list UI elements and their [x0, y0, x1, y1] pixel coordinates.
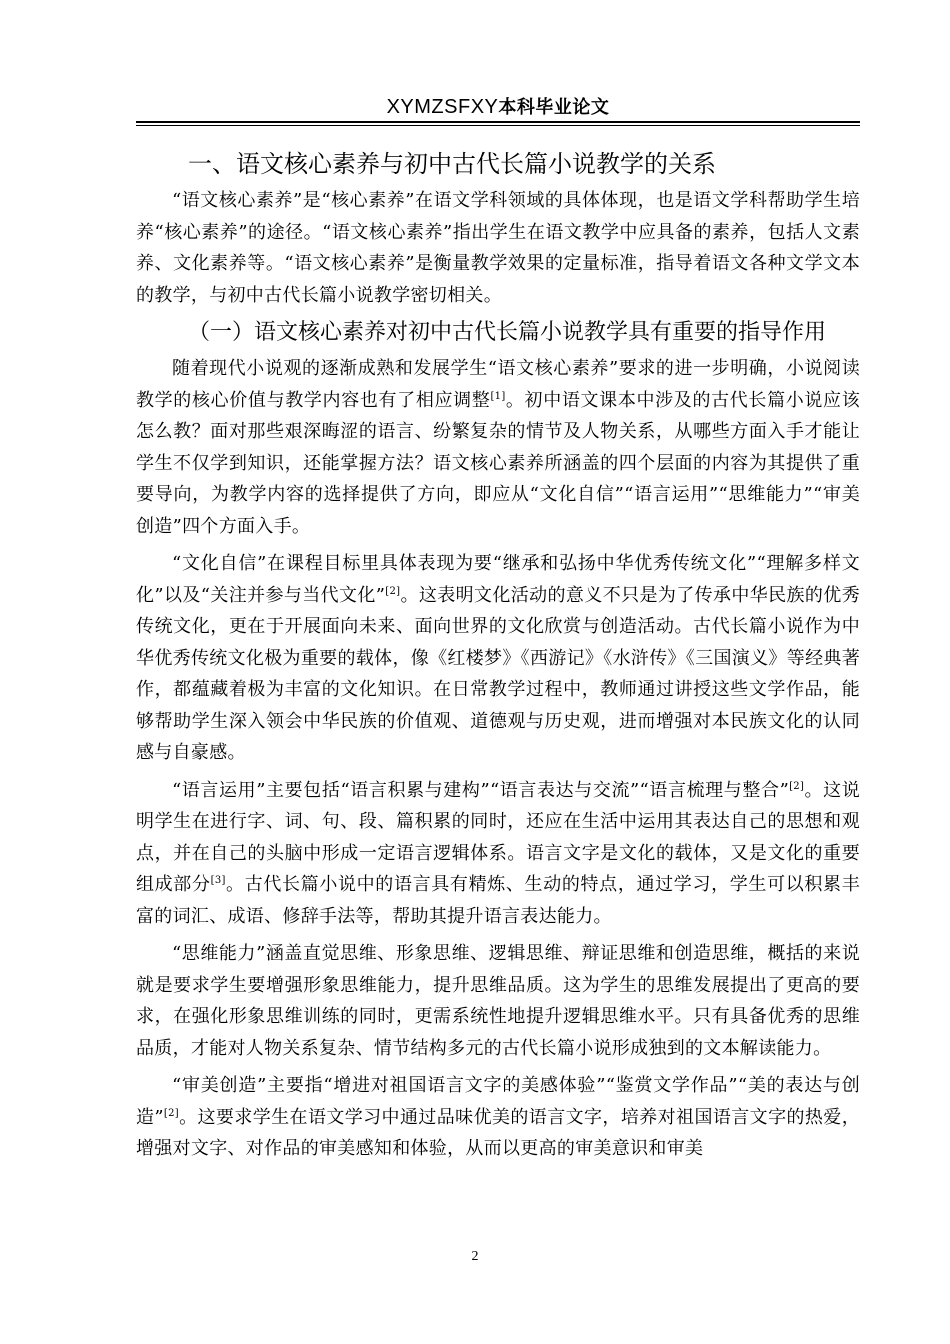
- citation: [1]: [490, 390, 506, 402]
- paragraph-text: “文化自信”在课程目标里具体表现为要“继承和弘扬中华优秀传统文化”“理解多样文化”以及“关注并参与当代文化”: [136, 553, 860, 606]
- page-body: [136, 147, 860, 1171]
- section-heading: 一、语文核心素养与初中古代长篇小说教学的关系: [188, 150, 716, 178]
- paragraph-text: 。初中语文课本中涉及的古代长篇小说应该怎么教？面对那些艰深晦涩的语言、纷繁复杂的情节及人物关系，从哪些方面入手才能让学生不仅学到知识，还能掌握方法？语文核心素养所涵盖的四个层面的内容为其提供了重要导向，为教学内容的选择提供了方向，即应从“文化自信”“语言运用”“思维能力”“审美创造”四个方面入手。: [136, 389, 861, 537]
- header-school-code: XYMZSFXY: [386, 96, 499, 118]
- paragraph-text: 。这要求学生在语文学习中通过品味优美的语言文字，培养对祖国语言文字的热爱，增强对文字、对作品的审美感知和体验，从而以更高的审美意识和审美: [136, 1106, 860, 1159]
- paragraph-text: 。古代长篇小说中的语言具有精炼、生动的特点，通过学习，学生可以积累丰富的词汇、成语、修辞手法等，帮助其提升语言表达能力。: [136, 874, 860, 927]
- paragraph-text: “思维能力”涵盖直觉思维、形象思维、逻辑思维、辩证思维和创造思维，概括的来说就是要求学生要增强形象思维能力，提升思维品质。这为学生的思维发展提出了更高的要求，在强化形象思维训练的同时，更需系统性地提升逻辑思维水平。只有具备优秀的思维品质，才能对人物关系复杂、情节结构多元的古代长篇小说形成独到的文本解读能力。: [136, 943, 860, 1059]
- paragraph-3: [136, 775, 860, 933]
- paragraph-text: 。这表明文化活动的意义不只是为了传承中华民族的优秀传统文化，更在于开展面向未来、面向世界的文化欣赏与创造活动。古代长篇小说作为中华优秀传统文化极为重要的载体，像《红楼梦》《西游记》《水浒传》《三国演义》等经典著作，都蕴藏着极为丰富的文化知识。在日常教学过程中，教师通过讲授这些文学作品，能够帮助学生深入领会中华民族的价值观、道德观与历史观，进而增强对本民族文化的认同感与自豪感。: [136, 584, 860, 763]
- page-number: 2: [471, 1249, 479, 1264]
- section-intro-paragraph: “语文核心素养”是“核心素养”在语文学科领域的具体体现，也是语文学科帮助学生培养“核心素养”的途径。“语文核心素养”指出学生在语文教学中应具备的素养，包括人文素养、文化素养等。“语文核心素养”是衡量教学效果的定量标准，指导着语文各种文学文本的教学，与初中古代长篇小说教学密切相关。: [136, 190, 860, 306]
- paragraph-1: [136, 353, 860, 542]
- header-thesis-title: 本科毕业论文: [498, 97, 610, 118]
- citation: [3]: [210, 875, 226, 886]
- header-rule-thin: [136, 125, 860, 126]
- paragraph-4: [136, 938, 860, 1064]
- citation: [2]: [789, 780, 805, 792]
- paragraph-text: 。这说明学生在进行字、词、句、段、篇积累的同时，还应在生活中运用其表达自己的思想和观点，并在自己的头脑中形成一定语言逻辑体系。语言文字是文化的载体，又是文化的重要组成部分: [136, 779, 861, 895]
- subsection-heading: （一）语文核心素养对初中古代长篇小说教学具有重要的指导作用: [188, 320, 827, 345]
- page-header: [136, 92, 860, 120]
- header-rule-thick: [136, 121, 860, 123]
- paragraph-text: “审美创造”主要指“增进对祖国语言文字的美感体验”“鉴赏文学作品”“美的表达与创造”: [136, 1075, 860, 1128]
- citation: [2]: [385, 585, 401, 597]
- paragraph-text: “语言运用”主要包括“语言积累与建构”“语言表达与交流”“语言梳理与整合”: [172, 779, 790, 801]
- citation: [2]: [163, 1107, 179, 1119]
- paragraph-5: [136, 1070, 860, 1165]
- paragraph-2: [136, 548, 860, 769]
- paragraph-text: 随着现代小说观的逐渐成熟和发展学生“语文核心素养”要求的进一步明确，小说阅读教学的核心价值与教学内容也有了相应调整: [136, 358, 860, 411]
